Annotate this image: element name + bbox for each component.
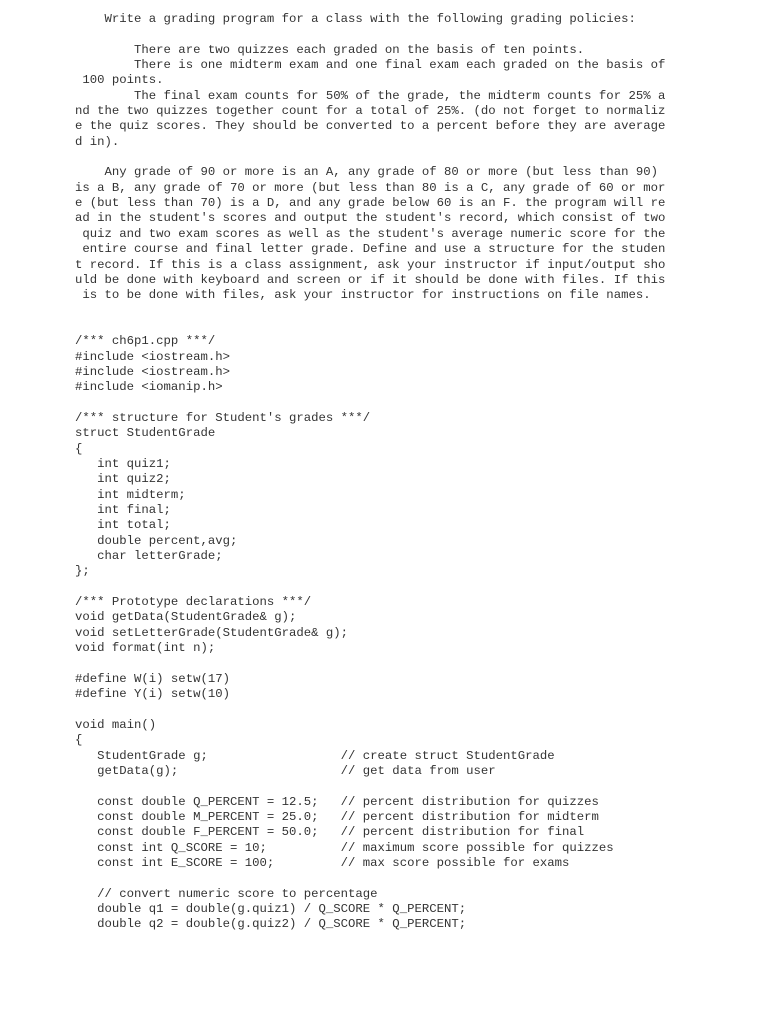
- text-line: int total;: [75, 518, 171, 533]
- text-line: double q1 = double(g.quiz1) / Q_SCORE * Q_PERCENT;: [75, 901, 467, 916]
- text-line: #include <iomanip.h>: [75, 380, 223, 395]
- text-line: #include <iostream.h>: [75, 364, 230, 379]
- text-line: nd the two quizzes together count for a total of 25%. (do not forget to normaliz: [75, 104, 666, 119]
- text-line: d in).: [75, 134, 120, 149]
- text-line: void main(): [75, 717, 157, 732]
- text-line: is to be done with files, ask your instructor for instructions on file names.: [75, 288, 651, 303]
- blank-line: [75, 150, 665, 165]
- text-line: Any grade of 90 or more is an A, any grade of 80 or more (but less than 90): [75, 165, 658, 180]
- text-line: int quiz1;: [75, 456, 171, 471]
- blank-line: [75, 396, 665, 411]
- text-line: quiz and two exam scores as well as the student's average numeric score for the: [75, 226, 666, 241]
- text-line: #define W(i) setw(17): [75, 671, 230, 686]
- text-line: is a B, any grade of 70 or more (but less than 80 is a C, any grade of 60 or mor: [75, 180, 666, 195]
- text-line: void getData(StudentGrade& g);: [75, 610, 297, 625]
- text-line: /*** Prototype declarations ***/: [75, 595, 312, 610]
- text-line: char letterGrade;: [75, 549, 223, 564]
- text-line: };: [75, 564, 90, 579]
- blank-line: [75, 779, 665, 794]
- text-line: // convert numeric score to percentage: [75, 886, 378, 901]
- text-line: int final;: [75, 503, 171, 517]
- text-line: t record. If this is a class assignment, ask your instructor if input/output sho: [75, 257, 666, 272]
- text-line: 100 points.: [75, 73, 164, 88]
- text-line: /*** ch6p1.cpp ***/: [75, 334, 216, 349]
- text-line: int midterm;: [75, 487, 186, 502]
- blank-line: [75, 871, 665, 886]
- text-line: {: [75, 441, 83, 456]
- text-line: double percent,avg;: [75, 533, 238, 548]
- text-line: /*** structure for Student's grades ***/: [75, 410, 371, 425]
- text-line: {: [75, 733, 83, 748]
- text-line: getData(g); // get data from user: [75, 763, 496, 778]
- blank-line: [75, 580, 665, 595]
- text-line: e the quiz scores. They should be converted to a percent before they are average: [75, 119, 666, 134]
- text-line: ad in the student's scores and output the student's record, which consist of two: [75, 211, 666, 226]
- text-line: StudentGrade g; // create struct StudentGrade: [75, 748, 555, 763]
- blank-line: [75, 27, 665, 42]
- text-line: struct StudentGrade: [75, 426, 216, 441]
- text-line: int quiz2;: [75, 472, 171, 487]
- text-line: e (but less than 70) is a D, and any grade below 60 is an F. the program will re: [75, 196, 666, 211]
- text-line: #include <iostream.h>: [75, 349, 230, 364]
- text-line: uld be done with keyboard and screen or if it should be done with files. If this: [75, 272, 666, 287]
- text-line: const double Q_PERCENT = 12.5; // percent distribution for quizzes: [75, 794, 599, 809]
- text-line: entire course and final letter grade. Define and use a structure for the studen: [75, 242, 666, 257]
- text-line: const int Q_SCORE = 10; // maximum score possible for quizzes: [75, 840, 614, 855]
- text-line: #define Y(i) setw(10): [75, 687, 230, 702]
- text-line: void format(int n);: [75, 641, 216, 656]
- document-text: [75, 12, 665, 933]
- blank-line: [75, 304, 665, 319]
- text-line: The final exam counts for 50% of the grade, the midterm counts for 25% a: [75, 88, 666, 103]
- text-line: There is one midterm exam and one final exam each graded on the basis of: [75, 58, 666, 73]
- text-line: const int E_SCORE = 100; // max score possible for exams: [75, 855, 570, 870]
- text-line: void setLetterGrade(StudentGrade& g);: [75, 625, 349, 640]
- text-line: double q2 = double(g.quiz2) / Q_SCORE * Q_PERCENT;: [75, 917, 467, 932]
- text-line: const double F_PERCENT = 50.0; // percent distribution for final: [75, 825, 585, 840]
- text-line: There are two quizzes each graded on the basis of ten points.: [75, 42, 585, 57]
- text-line: const double M_PERCENT = 25.0; // percent distribution for midterm: [75, 809, 599, 824]
- blank-line: [75, 656, 665, 671]
- blank-line: [75, 702, 665, 717]
- text-line: Write a grading program for a class with the following grading policies:: [75, 12, 636, 26]
- blank-line: [75, 319, 665, 334]
